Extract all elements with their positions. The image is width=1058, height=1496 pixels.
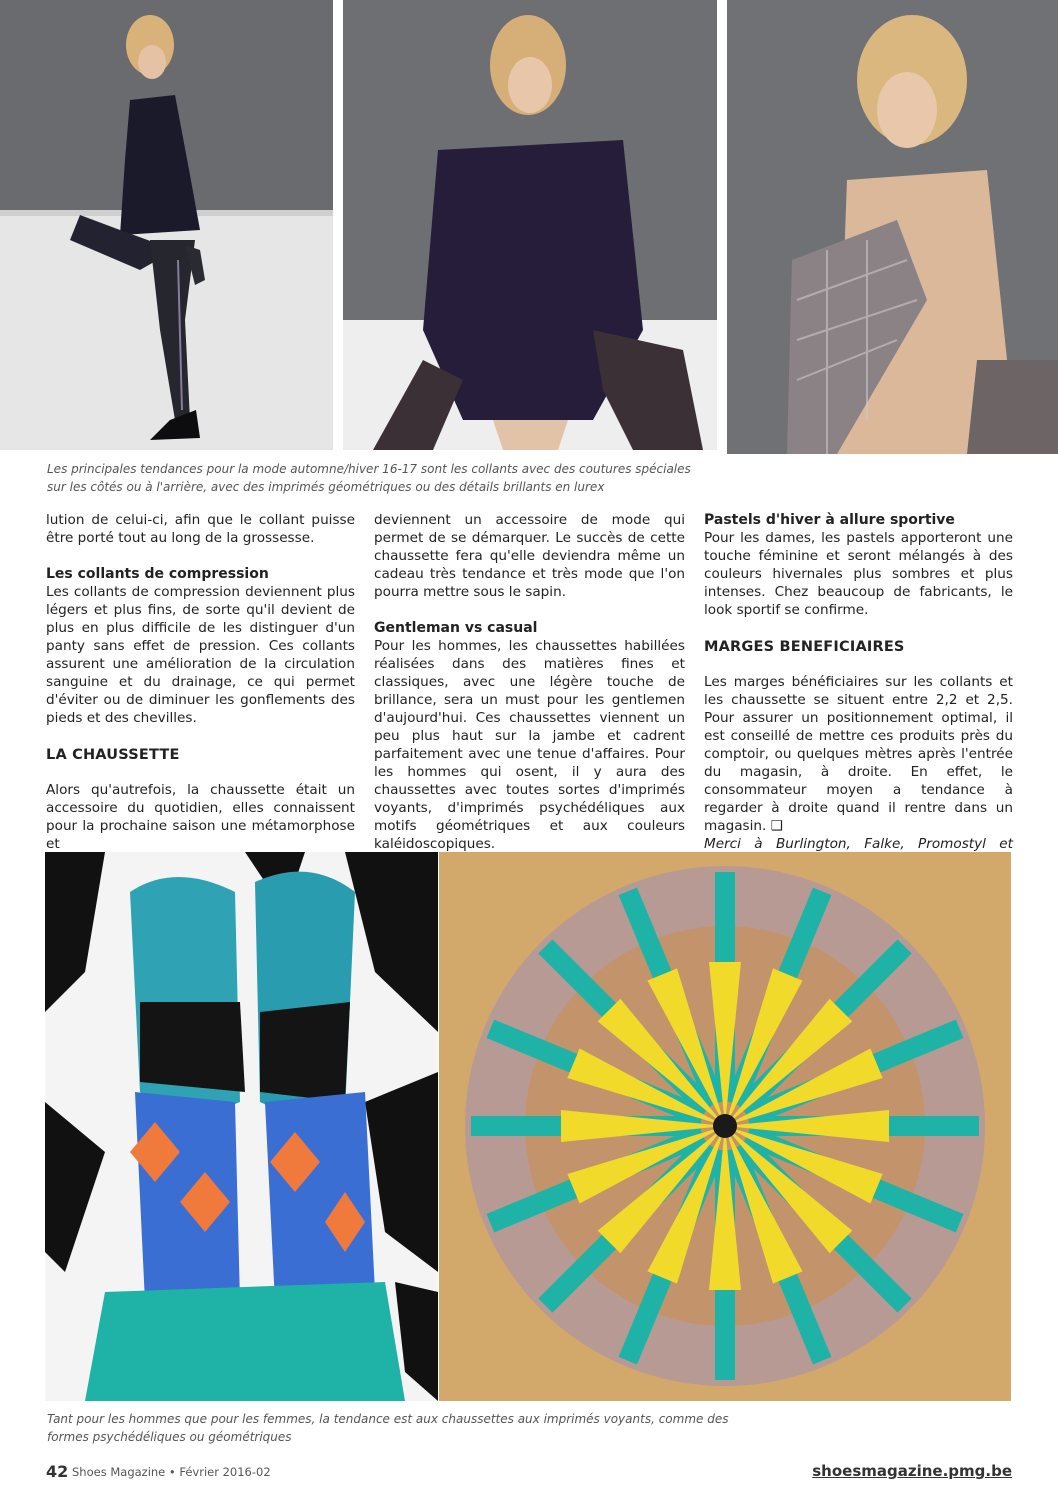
chaussette-text: Alors qu'autrefois, la chaussette était un accessoire du quotidien, elles connaissent pour la prochaine saison une métamorphose et <box>46 782 355 852</box>
article-column-2 <box>374 511 685 853</box>
photo-shoes-argyle-socks <box>45 852 438 1401</box>
issue-info: Shoes Magazine • Février 2016-02 <box>72 1465 271 1479</box>
heading-chaussette: LA CHAUSSETTE <box>46 747 180 763</box>
marges-text: Les marges bénéficiaires sur les collants et les chaussette se situent entre 2,2 et 2,5. Pour assurer un positionnement optimal, il est conseillé de mettre ces produits près du comptoir, ou quelques mètres après l'entrée du magasin, à droite. En effet, le consommateur moyen a tendance à regarder à droite quand il rentre dans un magasin. ❑ <box>704 674 1013 834</box>
magazine-url-link[interactable]: shoesmagazine.pmg.be <box>812 1462 1012 1480</box>
photo-kaleidoscope-socks <box>439 852 1011 1401</box>
gentleman-text: Pour les hommes, les chaussettes habillées réalisées dans des matières fines et classiques, avec une légère touche de brillance, sera un must pour les gentlemen d'aujourd'hui. Ces chaussettes viennent un peu plus haut sur la jambe et cadrent parfaitement avec une tenue d'affaires. Pour les hommes qui osent, il y aura des chaussettes avec toutes sortes d'imprimés voyants, d'imprimés psychédéliques aux motifs géométriques et aux couleurs kaléidoscopiques. <box>374 638 685 852</box>
heading-compression: Les collants de compression <box>46 566 269 582</box>
page-number: 42 <box>46 1462 69 1481</box>
photo-caption-bottom: Tant pour les hommes que pour les femmes, la tendance est aux chaussettes aux imprimés voyants, comme des formes psychédéliques ou géométriques <box>47 1412 729 1444</box>
col1-intro: lution de celui-ci, afin que le collant puisse être porté tout au long de la grossesse. <box>46 512 355 546</box>
photo-caption-top: Les principales tendances pour la mode automne/hiver 16-17 sont les collants avec des coutures spéciales sur les côtés ou à l'arrière, avec des imprimés géométriques ou des détails brillants en lurex <box>47 462 691 494</box>
compression-text: Les collants de compression deviennent plus légers et plus fins, de sorte qu'il devient de plus en plus difficile de les distinguer d'un panty sans effet de pression. Ces collants assurent une amélioration de la circulation sanguine et du drainage, ce qui permet d'éviter ou de diminuer les gonflements des pieds et des chevilles. <box>46 584 355 726</box>
heading-pastels: Pastels d'hiver à allure sportive <box>704 512 955 528</box>
photo-model-check-tights <box>727 0 1058 454</box>
thanks-line: Merci à Burlington, Falke, Promostyl et <box>704 836 1013 852</box>
heading-gentleman: Gentleman vs casual <box>374 620 538 636</box>
photo-model-pattern-tights <box>343 0 717 450</box>
col2-intro: deviennent un accessoire de mode qui permet de se démarquer. Le succès de cette chaussette fera qu'elle deviendra même un cadeau très tendance et très mode que l'on pourra mettre sous le sapin. <box>374 512 685 600</box>
article-column-1 <box>46 511 355 853</box>
article-column-3 <box>704 511 1013 871</box>
photo-model-side-seam-tights <box>0 0 333 450</box>
pastels-text: Pour les dames, les pastels apporteront une touche féminine et seront mélangés à des couleurs hivernales plus sombres et plus intenses. Chez beaucoup de fabricants, le look sportif se confirme. <box>704 530 1013 618</box>
heading-marges: MARGES BENEFICIAIRES <box>704 639 905 655</box>
